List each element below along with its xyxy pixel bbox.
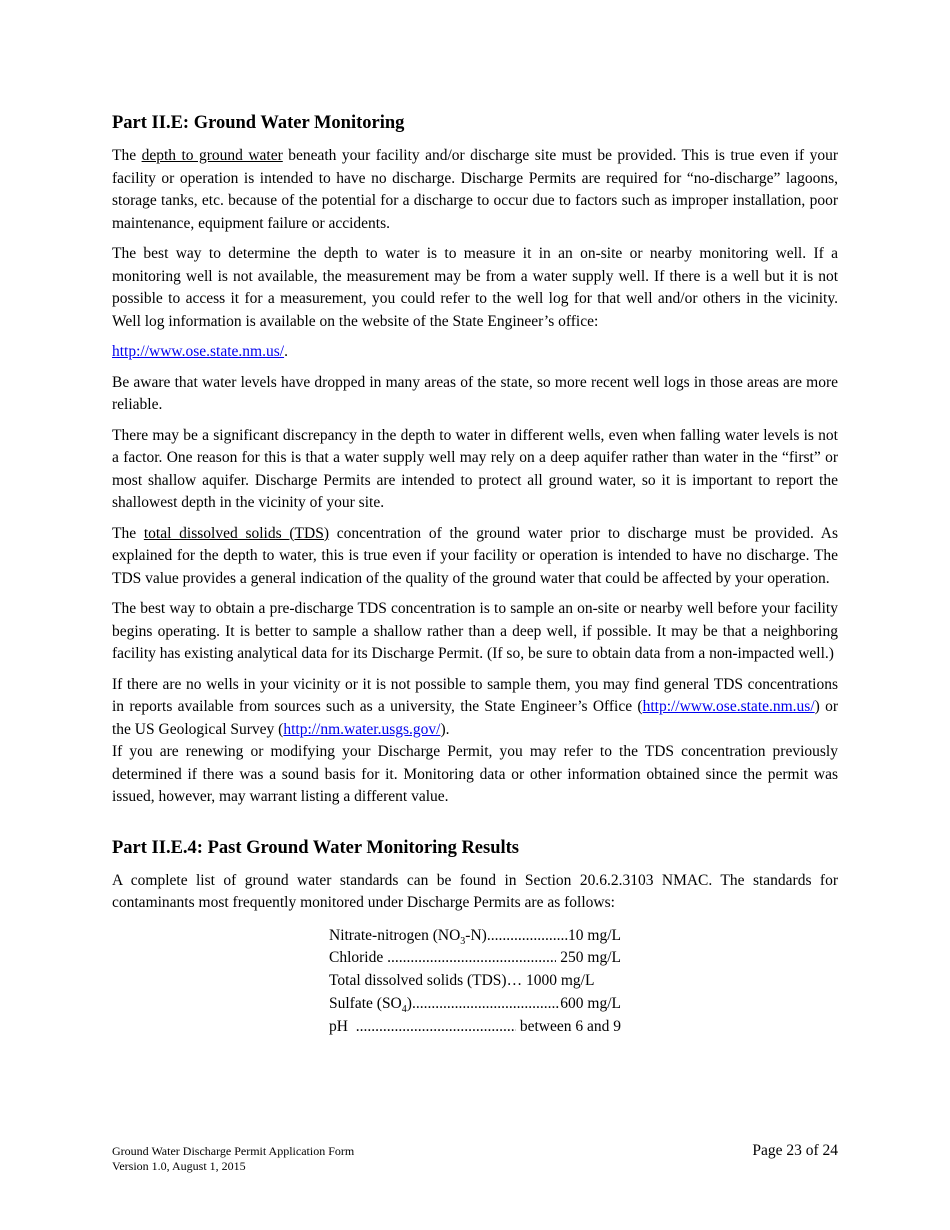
footer-form-info	[112, 1144, 354, 1174]
usgs-website-link[interactable]: http://nm.water.usgs.gov/	[283, 720, 441, 738]
section-heading-ground-water-monitoring: Part II.E: Ground Water Monitoring	[112, 113, 405, 133]
footer-form-title: Ground Water Discharge Permit Application Form	[112, 1144, 355, 1158]
paragraph-tds: The total dissolved solids (TDS) concentration of the ground water prior to discharge must be provided. As explained for the depth to water, this is true even if your facility or operation is intended to have no discharge. The TDS value provides a general indication of the quality of the ground water that could be affected by your operation.	[112, 524, 838, 587]
standard-sulfate: Sulfate $(SO_4)$ ..... 600 mg/L	[329, 993, 621, 1016]
standards-list	[329, 925, 621, 1039]
paragraph-depth-discrepancy: There may be a significant discrepancy in the depth to water in different wells, even when falling water levels is not a factor. One reason for this is that a water supply well may rely on a deep aquifer rather than water in the “first” or most shallow aquifer. Discharge Permits are intended to protect all ground water, so it is important to report the shallowest depth in the vicinity of your site.	[112, 426, 838, 511]
standard-chloride: Chloride ..... 250 mg/L	[329, 947, 621, 970]
dot-leader	[412, 993, 560, 1016]
paragraph-tds-sources: If there are no wells in your vicinity or it is not possible to sample them, you may find general TDS concentrations in reports available from sources such as a university, the State Engineer’s Office (http://www.ose.state.nm.us/) or the US Geological Survey (http://nm.water.usgs.gov/).	[112, 675, 839, 738]
dot-leader	[387, 947, 556, 970]
paragraph-measure-depth: The best way to determine the depth to water is to measure it in an on-site or nearby monitoring well. If a monitoring well is not available, the measurement may be from a water supply well. If there is a well but it is not possible to access it for a measurement, you could refer to the well log for that well and/or others in the vicinity. Well log information is available on the website of the State Engineer’s office:	[112, 245, 838, 330]
standard-nitrate: Nitrate-nitrogen $(NO_3-N)$ ..... 10 mg/L	[329, 925, 621, 948]
paragraph-ose-link: http://www.ose.state.nm.us/.	[112, 343, 288, 360]
standard-ph: pH ..... between 6 and 9	[329, 1016, 621, 1039]
footer-version: Version 1.0, August 1, 2015	[112, 1159, 246, 1173]
paragraph-depth-to-ground-water: The depth to ground water beneath your facility and/or discharge site must be provided. This is true even if your facility or operation is intended to have no discharge. Discharge Permits are required for “no-discharge” lagoons, storage tanks, etc. because of the potential for a discharge to occur due to factors such as improper installation, poor maintenance, equipment failure or accidents.	[112, 147, 838, 232]
paragraph-renewing-permit: If you are renewing or modifying your Discharge Permit, you may refer to the TDS concentration previously determined if there was a sound basis for it. Monitoring data or other information obtained since the permit was issued, however, may warrant listing a different value.	[112, 743, 838, 805]
document-page	[112, 110, 838, 1038]
ose-website-link-2[interactable]: http://www.ose.state.nm.us/	[642, 698, 815, 715]
term-depth-to-ground-water: depth to ground water	[141, 147, 283, 164]
dot-leader	[487, 925, 568, 948]
footer-page-number: Page 23 of 24	[752, 1142, 838, 1159]
paragraph-water-levels-dropped: Be aware that water levels have dropped in many areas of the state, so more recent well logs in those areas are more reliable.	[112, 373, 838, 413]
paragraph-tds-sampling: The best way to obtain a pre-discharge TDS concentration is to sample an on-site or nearby well before your facility begins operating. It is better to sample a shallow rather than a deep well, if possible. It may be that a neighboring facility has existing analytical data for its Discharge Permit. (If so, be sure to obtain data from a non-impacted well.)	[112, 600, 838, 662]
paragraph-standards-intro: A complete list of ground water standards can be found in Section 20.6.2.3103 NMAC. The standards for contaminants most frequently monitored under Discharge Permits are as follows:	[112, 871, 838, 911]
standard-tds: Total dissolved solids (TDS)… 1000 mg/L	[329, 972, 595, 990]
section-heading-past-monitoring-results: Part II.E.4: Past Ground Water Monitoring Results	[112, 837, 520, 858]
ose-website-link[interactable]: http://www.ose.state.nm.us/	[112, 343, 285, 360]
dot-leader	[356, 1016, 516, 1039]
term-total-dissolved-solids: total dissolved solids (TDS)	[143, 524, 330, 542]
